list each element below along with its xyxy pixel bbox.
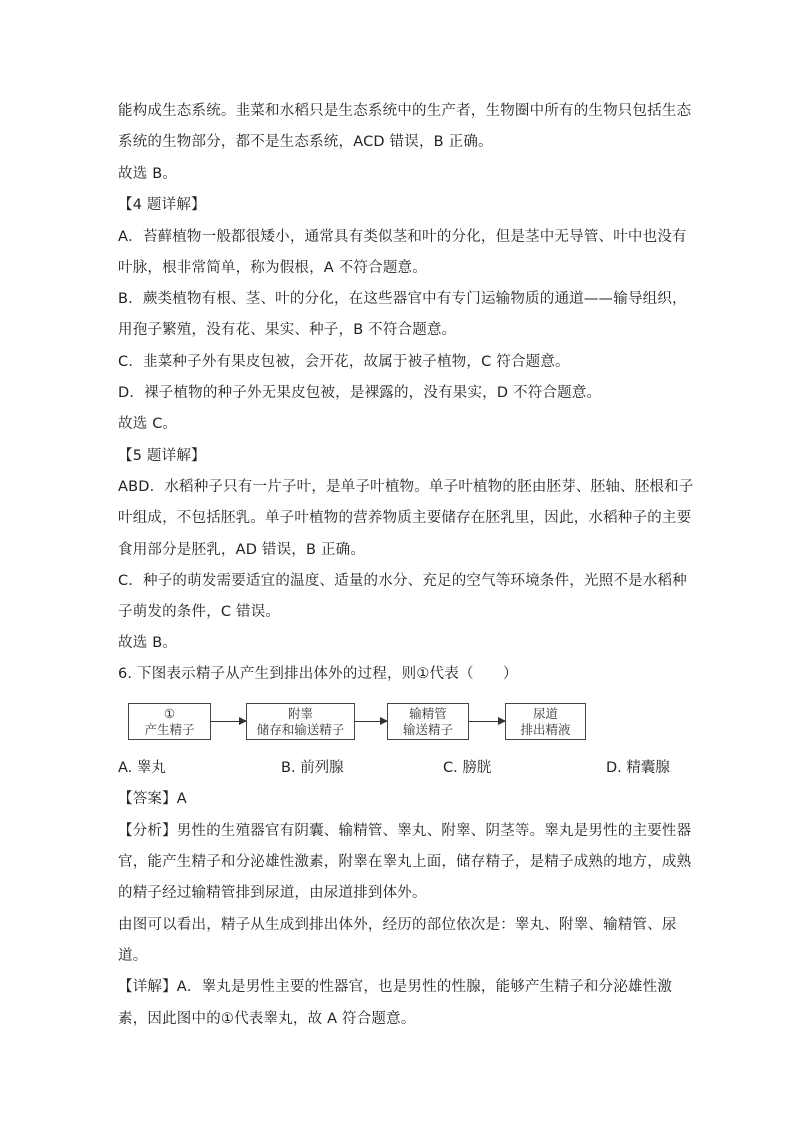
option-a: A. 睾丸	[118, 760, 166, 776]
flow-box-label: 尿道	[532, 705, 558, 721]
flow-box-label: 排出精液	[520, 721, 571, 737]
analysis-line: 道。	[118, 948, 148, 964]
flow-box-label: 产生精子	[144, 721, 195, 737]
text-line: A．苔藓植物一般都很矮小，通常具有类似茎和叶的分化，但是茎中无导管、叶中也没有	[118, 229, 687, 245]
text-line: ABD．水稻种子只有一片子叶，是单子叶植物。单子叶植物的胚由胚芽、胚轴、胚根和子	[118, 479, 694, 495]
text-line: C．韭菜种子外有果皮包被，会开花，故属于被子植物，C 符合题意。	[118, 354, 570, 370]
flow-box-label: 附睾	[287, 705, 313, 721]
text-line: B．蕨类植物有根、茎、叶的分化，在这些器官中有专门运输物质的通道——输导组织，	[118, 291, 687, 307]
analysis-line: 【分析】男性的生殖器官有阴囊、输精管、睾丸、附睾、阴茎等。睾丸是男性的主要性器	[118, 823, 692, 839]
flow-box-label: 输送精子	[402, 721, 453, 737]
arrow-icon	[211, 721, 246, 722]
text-line: 子萌发的条件，C 错误。	[118, 604, 281, 620]
section-heading: 【5 题详解】	[118, 448, 206, 464]
analysis-line: 官，能产生精子和分泌雄性激素，附睾在睾丸上面，储存精子，是精子成熟的地方，成熟	[118, 854, 692, 870]
option-c: C. 膀胱	[443, 760, 492, 776]
option-d: D. 精囊腺	[606, 760, 670, 776]
detail-line: 【详解】A．睾丸是男性主要的性器官，也是男性的性腺，能够产生精子和分泌雄性激	[118, 979, 673, 995]
flow-box-vas-deferens	[387, 703, 469, 740]
flow-box-label: ①	[163, 705, 176, 721]
text-line: 故选 C。	[118, 416, 178, 432]
text-line: 能构成生态系统。韭菜和水稻只是生态系统中的生产者，生物圈中所有的生物只包括生态	[118, 103, 692, 119]
flow-box-label: 输精管	[409, 705, 447, 721]
text-line: 系统的生物部分，都不是生态系统，ACD 错误，B 正确。	[118, 134, 493, 150]
flow-box-label: 储存和输送精子	[256, 721, 345, 737]
text-line: C．种子的萌发需要适宜的温度、适量的水分、充足的空气等环境条件，光照不是水稻种	[118, 573, 687, 589]
answer-label: 【答案】A	[118, 791, 187, 807]
text-line: 食用部分是胚乳，AD 错误，B 正确。	[118, 542, 366, 558]
analysis-line: 的精子经过输精管排到尿道，由尿道排到体外。	[118, 885, 427, 901]
detail-line: 素，因此图中的①代表睾丸，故 A 符合题意。	[118, 1011, 416, 1027]
option-b: B. 前列腺	[281, 760, 344, 776]
flow-box-urethra	[505, 703, 586, 740]
text-line: 故选 B。	[118, 166, 178, 182]
text-line: 用孢子繁殖，没有花、果实、种子，B 不符合题意。	[118, 322, 457, 338]
text-line: 叶组成，不包括胚乳。单子叶植物的营养物质主要储存在胚乳里，因此，水稻种子的主要	[118, 510, 692, 526]
analysis-line: 由图可以看出，精子从生成到排出体外，经历的部位依次是：睾丸、附睾、输精管、尿	[118, 917, 677, 933]
question-stem: 6. 下图表示精子从产生到排出体外的过程，则①代表（ ）	[118, 666, 518, 682]
flow-box-epididymis	[246, 703, 355, 740]
flow-box-testis	[128, 703, 211, 740]
arrow-icon	[469, 721, 505, 722]
text-line: 故选 B。	[118, 635, 178, 651]
text-line: 叶脉，根非常简单，称为假根，A 不符合题意。	[118, 260, 427, 276]
text-line: D．裸子植物的种子外无果皮包被，是裸露的，没有果实，D 不符合题意。	[118, 385, 602, 401]
arrow-icon	[355, 721, 387, 722]
section-heading: 【4 题详解】	[118, 197, 206, 213]
